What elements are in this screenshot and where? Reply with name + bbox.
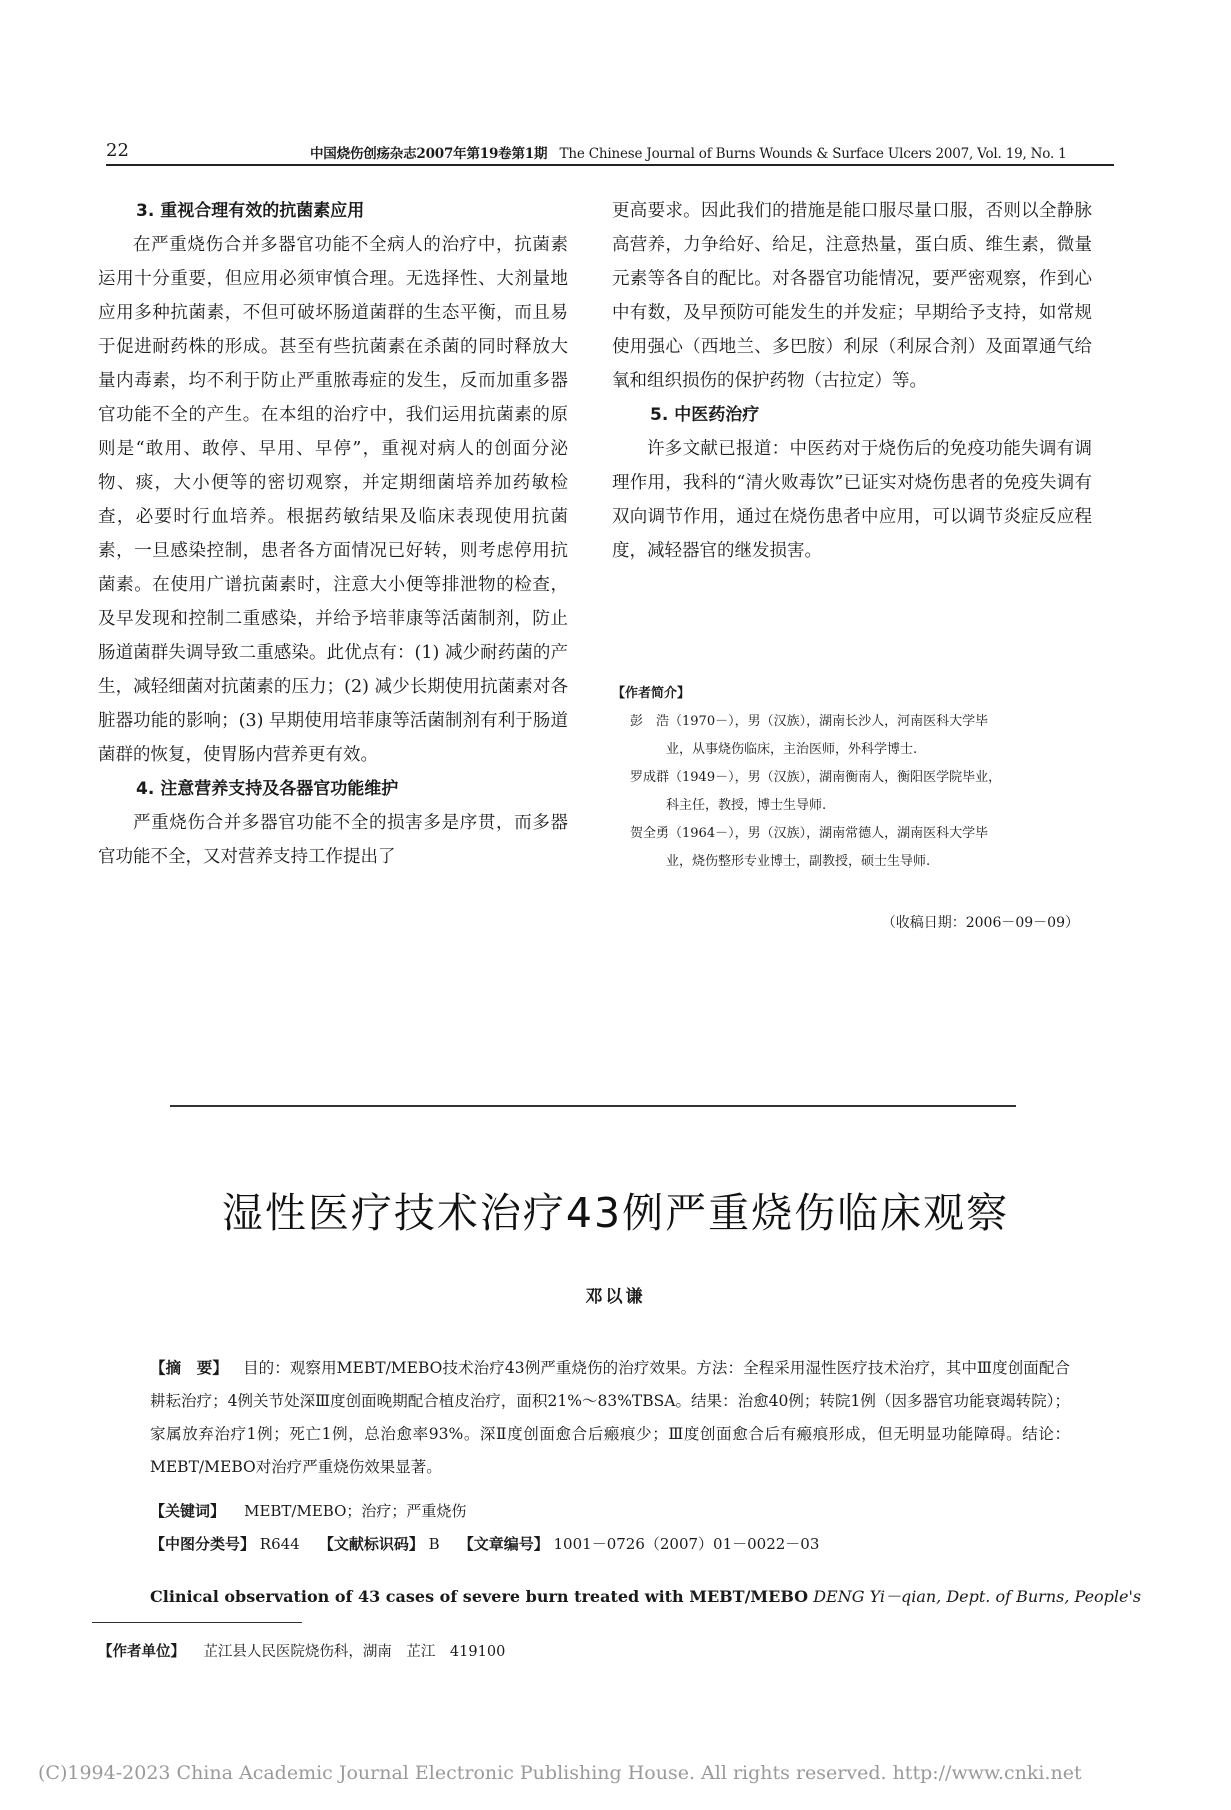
english-author: DENG Yi－qian, Dept. of Burns, People's: [813, 1587, 1142, 1606]
abstract: [150, 1352, 1070, 1484]
section-5-paragraph: 许多文献已报道：中医药对于烧伤后的免疫功能失调有调理作用，我科的“清火败毒饮”已证实对烧伤患者的免疫失调有双向调节作用，通过在烧伤患者中应用，可以调节炎症反应程度，减轻器官的继发损害。: [612, 439, 1092, 561]
class-label: 【中图分类号】: [150, 1535, 256, 1553]
section-4-heading: 4. 注意营养支持及各器官功能维护: [136, 779, 399, 799]
author-bio-entry: [612, 820, 1092, 876]
article-author: 邓以谦: [585, 1287, 646, 1307]
header-rule: [106, 164, 1114, 166]
article-number-label: 【文章编号】: [458, 1535, 549, 1553]
received-date: （收稿日期：2006－09－09）: [881, 915, 1079, 931]
author-bio-entry: [612, 708, 1092, 764]
author-bio-line: 业，从事烧伤临床，主治医师，外科学博士.: [666, 742, 918, 757]
section-5-heading: 5. 中医药治疗: [650, 405, 760, 425]
author-bio-label: 【作者简介】: [612, 686, 691, 701]
author-bio-line: 业，烧伤整形专业博士，副教授，硕士生导师.: [666, 854, 931, 869]
classification-line: [150, 1533, 819, 1554]
affiliation-value: 芷江县人民医院烧伤科，湖南 芷江 419100: [203, 1644, 506, 1660]
class-value: R644: [259, 1535, 300, 1553]
keywords-value: MEBT/MEBO；治疗；严重烧伤: [244, 1502, 467, 1520]
doc-code-value: B: [428, 1535, 440, 1553]
author-bio-line: 科主任，教授，博士生导师.: [666, 798, 827, 813]
author-bio-box: [612, 680, 1092, 876]
journal-name-cn: 中国烧伤创疡杂志2007年第19卷第1期: [310, 146, 548, 162]
keywords-label: 【关键词】: [150, 1502, 226, 1520]
journal-name-en: The Chinese Journal of Burns Wounds & Surface Ulcers 2007, Vol. 19, No. 1: [559, 146, 1067, 162]
author-affiliation: [98, 1640, 505, 1661]
section-3-paragraph: 在严重烧伤合并多器官功能不全病人的治疗中，抗菌素运用十分重要，但应用必须审慎合理。无选择性、大剂量地应用多种抗菌素，不但可破坏肠道菌群的生态平衡，而且易于促进耐药株的形成。甚至有些抗菌素在杀菌的同时释放大量内毒素，均不利于防止严重脓毒症的发生，反而加重多器官功能不全的产生。在本组的治疗中，我们运用抗菌素的原则是“敢用、敢停、早用、早停”，重视对病人的创面分泌物、痰，大小便等的密切观察，并定期细菌培养加药敏检查，必要时行血培养。根据药敏结果及临床表现使用抗菌素，一旦感染控制，患者各方面情况已好转，则考虑停用抗菌素。在使用广谱抗菌素时，注意大小便等排泄物的检查，及早发现和控制二重感染，并给予培菲康等活菌制剂，防止肠道菌群失调导致二重感染。此优点有：(1) 减少耐药菌的产生，减轻细菌对抗菌素的压力；(2) 减少长期使用抗菌素对各脏器功能的影响；(3) 早期使用培菲康等活菌制剂有利于肠道菌群的恢复，使胃肠内营养更有效。: [98, 235, 568, 765]
author-bio-line: 贺全勇（1964－），男（汉族），湖南常德人，湖南医科大学毕: [630, 826, 989, 841]
author-bio-line: 彭 浩（1970－），男（汉族），湖南长沙人，河南医科大学毕: [630, 714, 989, 729]
copyright-notice: (C)1994-2023 China Academic Journal Electronic Publishing House. All rights reserved. http://www.cnki.net: [38, 1762, 1082, 1784]
running-header: [310, 142, 1067, 162]
section-4-paragraph: 严重烧伤合并多器官功能不全的损害多是序贯，而多器官功能不全，又对营养支持工作提出了: [98, 813, 568, 867]
section-4-continuation: 更高要求。因此我们的措施是能口服尽量口服，否则以全静脉高营养，力争给好、给足，注意热量，蛋白质、维生素，微量元素等各自的配比。对各器官功能情况，要严密观察，作到心中有数，及早预防可能发生的并发症；早期给予支持，如常规使用强心（西地兰、多巴胺）利尿（利尿合剂）及面罩通气给氧和组织损伤的保护药物（古拉定）等。: [612, 201, 1092, 391]
article-number-value: 1001－0726（2007）01－0022－03: [553, 1535, 820, 1553]
article-divider: [170, 1105, 1016, 1107]
footnote-rule: [92, 1622, 302, 1623]
left-column: [98, 194, 568, 874]
author-bio-entry: [612, 764, 1092, 820]
english-title-line: [150, 1584, 1141, 1607]
abstract-text: 目的：观察用MEBT/MEBO技术治疗43例严重烧伤的治疗效果。方法：全程采用湿性医疗技术治疗，其中Ⅲ度创面配合耕耘治疗；4例关节处深Ⅲ度创面晚期配合植皮治疗，面积21%～83%TBSA。结果：治愈40例；转院1例（因多器官功能衰竭转院）；家属放弃治疗1例；死亡1例，总治愈率93%。深Ⅱ度创面愈合后瘢痕少；Ⅲ度创面愈合后有瘢痕形成，但无明显功能障碍。结论：MEBT/MEBO对治疗严重烧伤效果显著。: [150, 1359, 1070, 1476]
right-column: [612, 194, 1092, 568]
abstract-label: 【摘 要】: [150, 1359, 228, 1377]
author-bio-line: 罗成群（1949－），男（汉族），湖南衡南人，衡阳医学院毕业，: [630, 770, 1002, 785]
keywords-line: [150, 1500, 466, 1521]
affiliation-label: 【作者单位】: [98, 1644, 185, 1660]
section-3-heading: 3. 重视合理有效的抗菌素应用: [136, 201, 365, 221]
doc-code-label: 【文献标识码】: [318, 1535, 424, 1553]
article-title: 湿性医疗技术治疗43例严重烧伤临床观察: [221, 1189, 1010, 1237]
page-number: 22: [106, 140, 129, 161]
english-title: Clinical observation of 43 cases of severe burn treated with MEBT/MEBO: [150, 1587, 809, 1606]
